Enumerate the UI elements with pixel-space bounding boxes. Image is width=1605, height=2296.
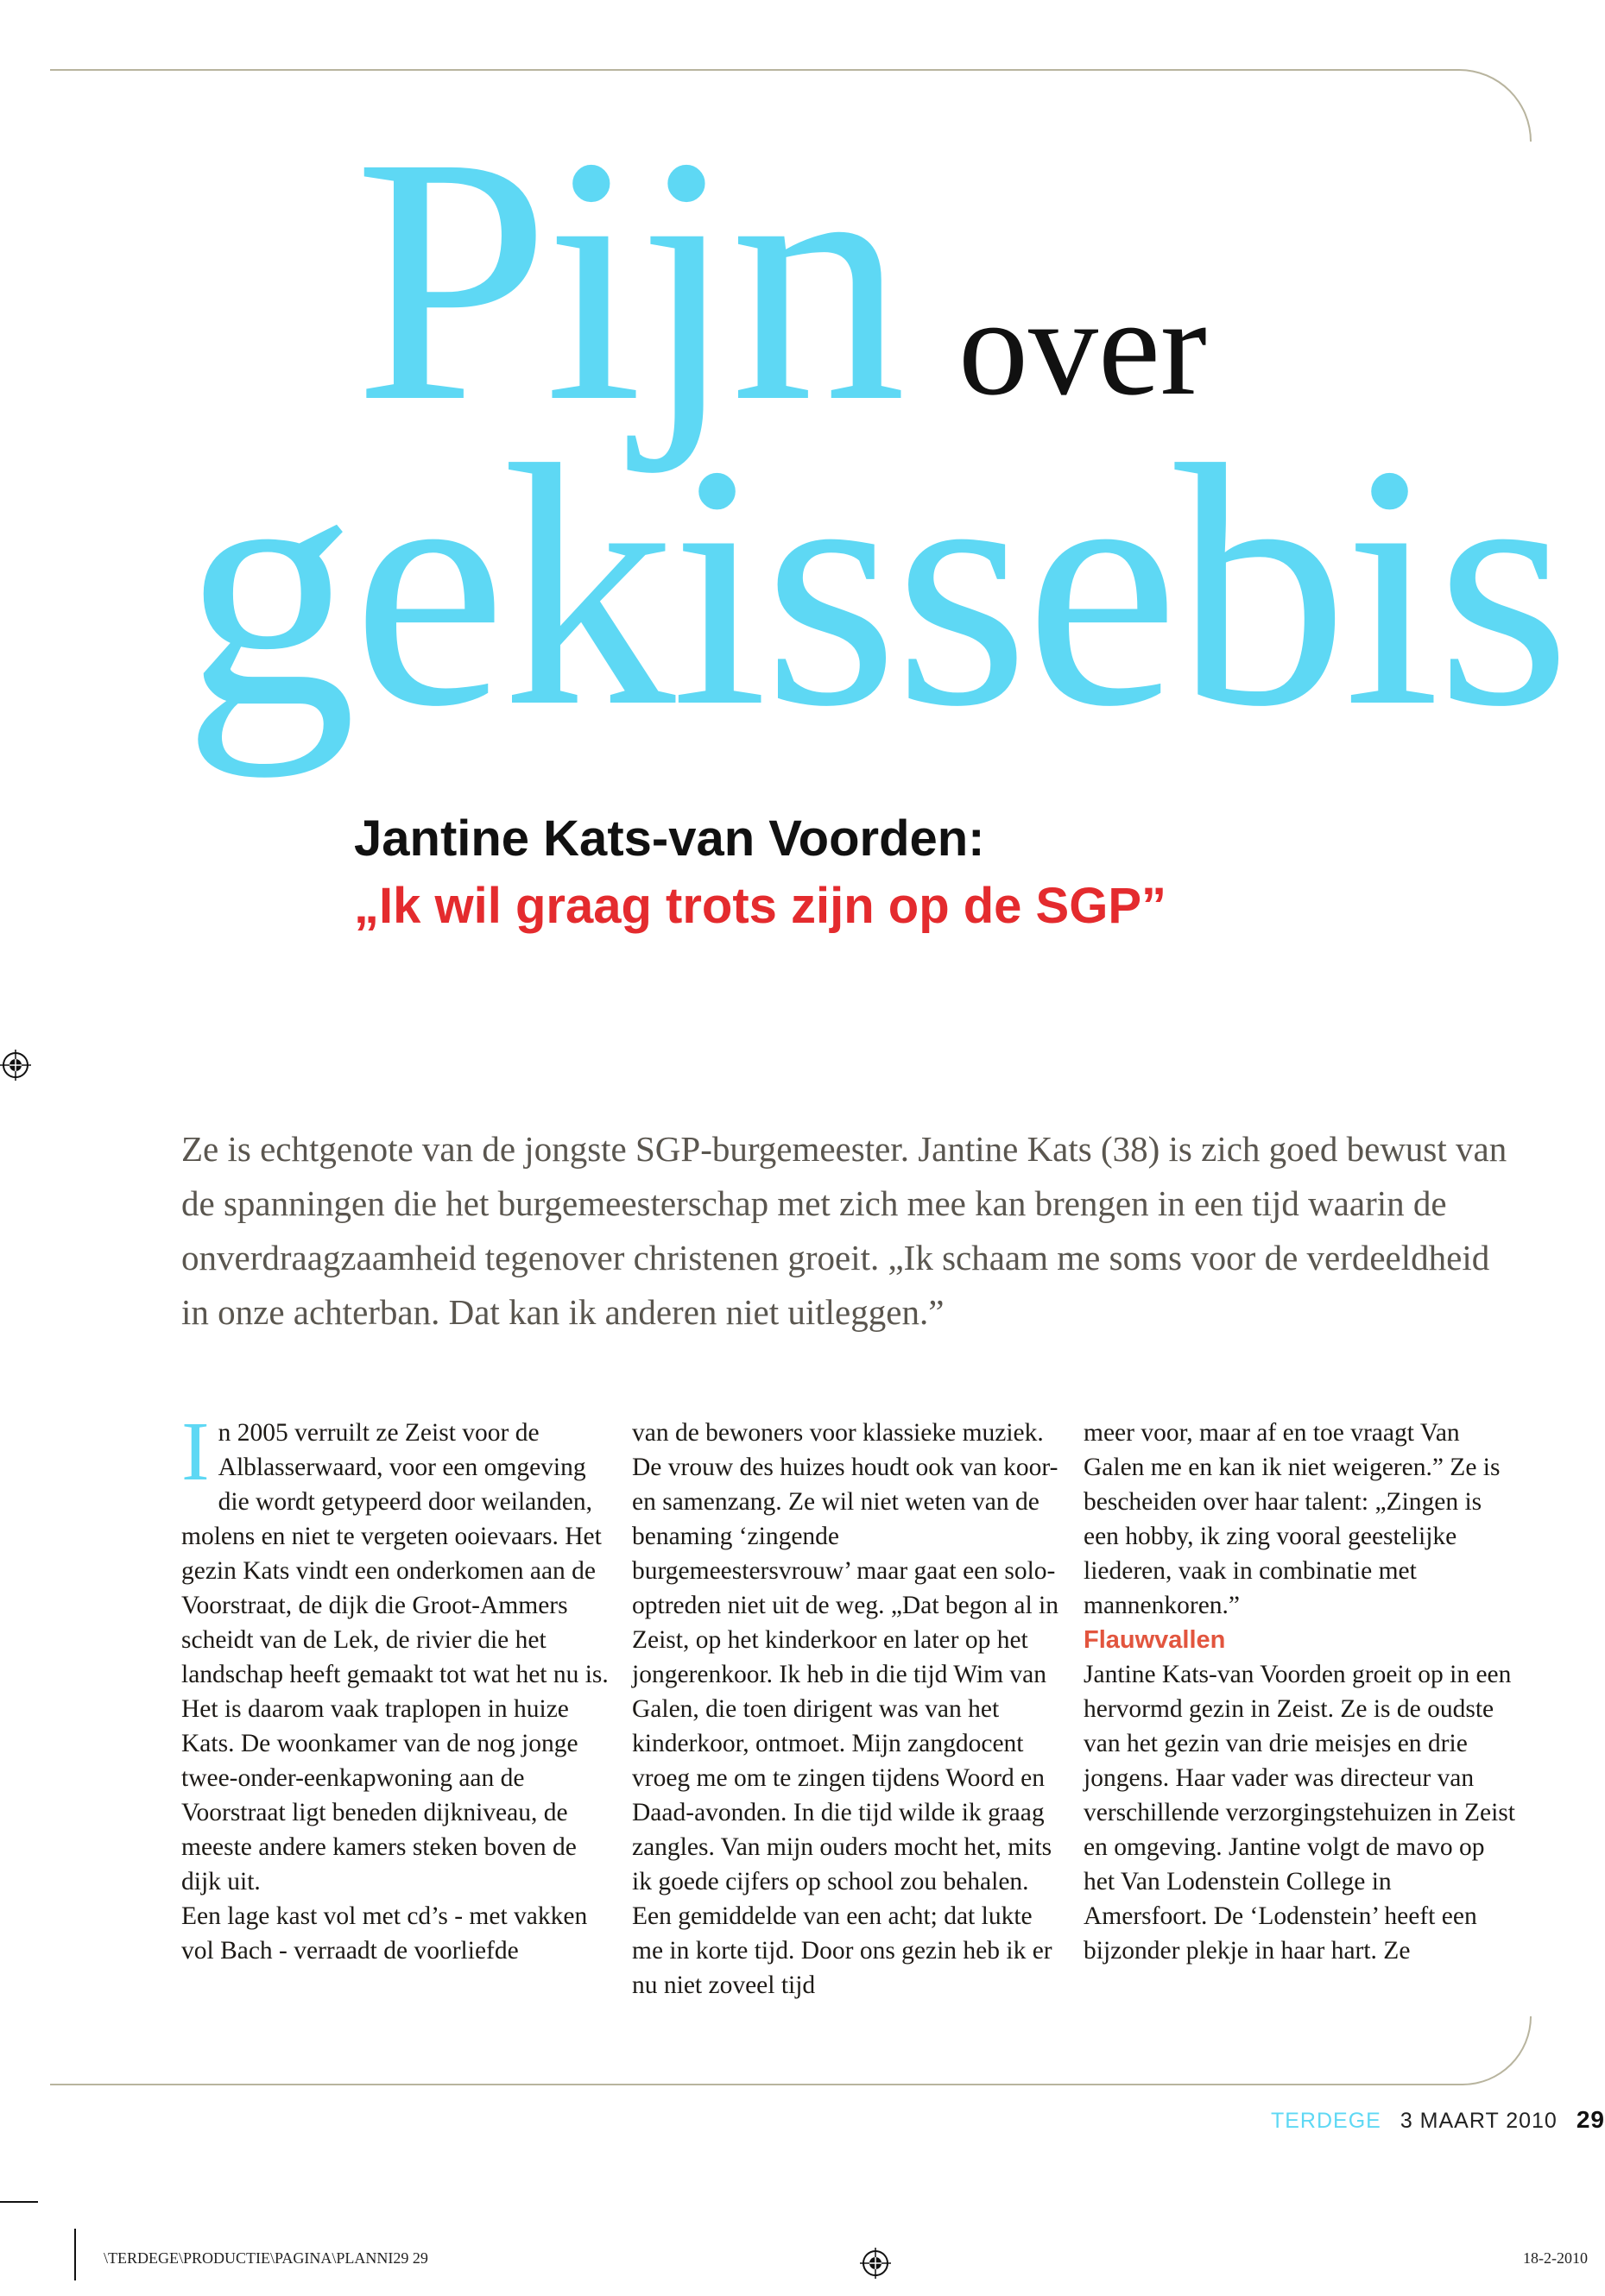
- title-word-gekissebis: gekissebis: [183, 394, 1567, 778]
- crop-mark: [74, 2229, 76, 2280]
- body-paragraph-text: n 2005 verruilt ze Zeist voor de Alblasserwaard, voor een omgeving die wordt getypeerd door weilanden, molens en niet te vergeten ooievaars. Het gezin Kats vindt een onderkomen aan de Voorstraat, de dijk die Groot-Ammers scheidt van de Lek, de rivier die het landschap heeft gemaakt tot wat het nu is.: [181, 1419, 609, 1688]
- body-paragraph: Een lage kast vol met cd’s - met vakken vol Bach - verraadt de voorliefde: [181, 1902, 588, 1965]
- title-word-over: over: [958, 270, 1207, 425]
- crop-mark: [0, 2201, 38, 2203]
- print-slug-date: 18-2-2010: [1523, 2249, 1588, 2267]
- intro-paragraph: Ze is echtgenote van de jongste SGP-burgemeester. Jantine Kats (38) is zich goed bewust van de spanningen die het burgemeesterschap met zich mee kan brengen in een tijd waarin de onverdraagzaamheid tegenover christenen groeit. „Ik schaam me soms voor de verdeeldheid in onze achterban. Dat kan ik anderen niet uitleggen.”: [181, 1129, 1507, 1332]
- drop-cap: I: [181, 1405, 210, 1498]
- subheading: [354, 811, 1166, 934]
- subheading-name: Jantine Kats-van Voorden:: [354, 811, 985, 867]
- body-paragraph: van de bewoners voor klassieke muziek. De vrouw des huizes houdt ook van koor- en samenzang. Ze wil niet weten van de benaming ‘zingende burgemeestersvrouw’ maar gaat een solo-optreden niet uit de weg. „Dat begon al in Zeist, op het kinderkoor en later op het jongerenkoor. Ik heb in die tijd Wim van Galen, die toen dirigent was van het kinderkoor, ontmoet. Mijn zangdocent vroeg me om te zingen tijdens Woord en Daad-avonden. In die tijd wilde ik graag zangles. Van mijn ouders mocht het, mits ik goede cijfers op school zou behalen. Een gemiddelde van een acht; dat lukte me in korte tijd. Door ons gezin heb ik er nu niet zoveel tijd: [632, 1419, 1058, 1999]
- body-paragraph: Het is daarom vaak traplopen in huize Kats. De woonkamer van de nog jonge twee-onder-eenkapwoning aan de Voorstraat ligt beneden dijkniveau, de meeste andere kamers steken boven de dijk uit.: [181, 1695, 578, 1895]
- page-footer: [1270, 2106, 1605, 2134]
- registration-mark-icon: [860, 2248, 891, 2279]
- body-column-3: [1084, 1416, 1515, 2050]
- subheading-quote: „Ik wil graag trots zijn op de SGP”: [354, 877, 1167, 934]
- print-slug-path: \TERDEGE\PRODUCTIE\PAGINA\PLANNI29 29: [104, 2249, 428, 2267]
- body-paragraph: Jantine Kats-van Voorden groeit op in een hervormd gezin in Zeist. Ze is de oudste van het gezin van drie meisjes en drie jongens. Haar vader was directeur van verschillende verzorgingstehuizen in Zeist en omgeving. Jantine volgt de mavo op het Van Lodenstein College in Amersfoort. De ‘Lodenstein’ heeft een bijzonder plekje in haar hart. Ze: [1084, 1661, 1515, 1965]
- title-word-pijn: Pijn: [354, 85, 901, 475]
- body-column-1: [181, 1405, 613, 2050]
- bottom-rule: [50, 2016, 1532, 2085]
- section-heading: Flauwvallen: [1084, 1626, 1226, 1654]
- page-number: 29: [1576, 2106, 1605, 2133]
- body-paragraph: meer voor, maar af en toe vraagt Van Galen me en kan ik niet weigeren.” Ze is bescheiden over haar talent: „Zingen is een hobby, ik zing vooral geestelijke liederen, vaak in combinatie met mannenkoren.”: [1084, 1419, 1501, 1619]
- footer-date: 3 MAART 2010: [1400, 2109, 1558, 2133]
- body-column-2: [632, 1416, 1064, 2050]
- registration-mark-icon: [0, 1050, 31, 1081]
- body-paragraph: [181, 1405, 613, 1692]
- footer-publication: TERDEGE: [1270, 2109, 1381, 2133]
